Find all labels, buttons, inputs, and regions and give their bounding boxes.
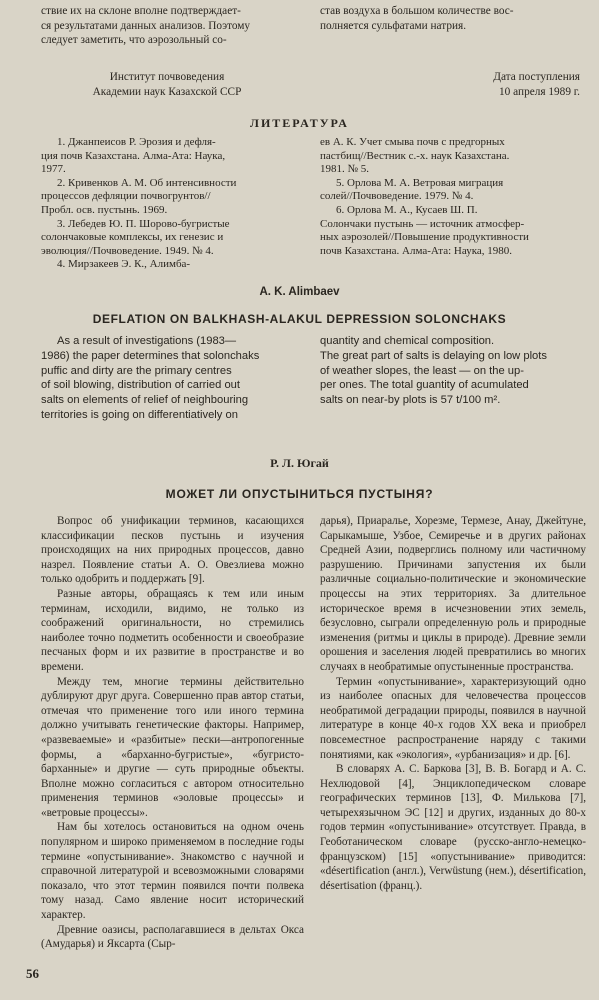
paragraph: Древние оазисы, располагавшиеся в дельтах Окса (Амударья) и Яксарта (Сыр- — [41, 923, 304, 951]
ref-line: солончаковые комплексы, их генезис и — [41, 231, 224, 244]
paragraph: дарья), Приаралье, Хорезме, Термезе, Анау, Джейтуне, Сарыкамыше, Узбое, Семиречье и в других районах Средней Азии, подверглись полному или частичному разрушению. Причинами запустения их были различные социально-политические и экономические процессы на этих территориях. За длительное историческое время в исчезновении этих земель, безусловно, сыграли определенную роль и природные изменения (ритмы и циклы в природе). Древние земли орошения и заселения людей превратились во многих случаях в необратимые опустыненные пространства. — [320, 515, 586, 673]
top-left-line: ся результатами данных анализов. Поэтому — [41, 19, 251, 32]
received-line: 10 апреля 1989 г. — [499, 85, 580, 98]
top-right-text — [320, 4, 582, 33]
ref-line: ция почв Казахстана. Алма-Ата: Наука, — [41, 149, 226, 162]
summary-line: of soil blowing, distribution of carried out — [41, 379, 240, 392]
english-summary-right — [320, 334, 586, 408]
article-left-column — [41, 514, 304, 952]
summary-line: puffic and dirty are the primary centres — [41, 364, 232, 377]
page-number: 56 — [26, 966, 39, 981]
ref-line: Пробл. осв. пустынь. 1969. — [41, 203, 168, 216]
ref-line: 6. Орлова М. А., Кусаев Ш. П. — [336, 203, 478, 216]
english-title: DEFLATION ON BALKHASH-ALAKUL DEPRESSION SOLONCHAKS — [92, 312, 507, 326]
article-author: Р. Л. Югай — [270, 456, 329, 470]
summary-line: per ones. The total guantity of acumulated — [320, 379, 529, 392]
paragraph: Между тем, многие термины действительно дублируют друг друга. Совершенно прав автор статьи, отмечая что применение того или иного термина должно учитывать генетические факторы. Например, «развеваемые» и «разбитые» пески—антропогенные формы, а «барханно-бугристые», «бугристо-барханные» и другие — суть природные объекты. Вполне можно согласиться с автором относительно применения терминов «эоловые процессы» и «ветровые процессы». — [41, 675, 304, 819]
references-left — [41, 136, 306, 272]
institute-line: Академии наук Казахской ССР — [92, 85, 242, 98]
received-line: Дата поступления — [493, 71, 580, 83]
top-left-line: ствие их на склоне вполне подтверждает- — [41, 5, 241, 17]
literature-heading: ЛИТЕРАТУРА — [250, 116, 349, 130]
summary-line: salts on elements of relief of neighbouring — [41, 394, 249, 407]
paragraph: Нам бы хотелось остановиться на одном очень популярном и широко применяемом в последние годы термине «опустынивание». Знакомство с научной и справочной литературой и всевозможными словарями показало, что этот термин появился почти полвека тому назад. Само явление носит исторический характер. — [41, 821, 304, 922]
ref-line: 1981. № 5. — [320, 163, 369, 176]
article-title: МОЖЕТ ЛИ ОПУСТЫНИТЬСЯ ПУСТЫНЯ? — [165, 487, 434, 501]
summary-line: The great part of salts is delaying on low plots — [320, 349, 547, 362]
ref-line: Солончаки пустынь — источник атмосфер- — [320, 217, 525, 230]
summary-line: 1986) the paper determines that solonchaks — [41, 349, 260, 362]
article-right-column — [320, 514, 586, 893]
ref-line: почв Казахстана. Алма-Ата: Наука, 1980. — [320, 244, 513, 257]
english-summary-left — [41, 334, 305, 423]
summary-line: As a result of investigations (1983— — [57, 335, 237, 347]
institute-line: Институт почвоведения — [109, 71, 225, 83]
top-right-line: став воздуха в большом количестве вос- — [320, 5, 514, 17]
ref-line: солей//Почвоведение. 1979. № 4. — [320, 190, 474, 203]
summary-line: of weather slopes, the least — on the up- — [320, 364, 524, 377]
ref-line: 4. Мирзакеев Э. К., Алимба- — [57, 258, 191, 271]
references-right — [320, 136, 585, 258]
ref-line: ев А. К. Учет смыва почв с предгорных — [320, 136, 505, 148]
summary-line: territories is going on differentiatively on — [41, 408, 238, 421]
ref-line: ных аэрозолей//Повышение продуктивности — [320, 231, 529, 244]
summary-line: quantity and chemical composition. — [320, 335, 495, 347]
top-left-line: следует заметить, что аэрозольный со- — [41, 34, 227, 47]
ref-line: пастбищ//Вестник с.-х. наук Казахстана. — [320, 149, 510, 162]
ref-line: 1977. — [41, 163, 66, 176]
english-author: A. K. Alimbaev — [259, 286, 340, 298]
top-left-text — [41, 4, 303, 48]
paragraph: Вопрос об унификации терминов, касающихся классификации песков пустынь и изучения происходящих на них природных процессов, давно назрел. Появление статьи А. О. Овезлиева можно только одобрить и поддержать [9]. — [41, 515, 304, 586]
paragraph: В словарях А. С. Барковa [3], В. В. Богард и А. С. Нехлюдовой [4], Энциклопедическом словаре географических терминов [13], Ф. Милькова [7], четырехязычном ЭС [12] и других, изданных до 80-х годов термин «опустынивание» отсутствует. Правда, в Геоботаническом словаре (русско-англо-немецко-французском) [15] «опустынивание» приводится: «désertification (англ.), Verwüstung (нем.), désertification, désertisation (франц.). — [320, 763, 586, 892]
ref-line: процессов дефляции почвогрунтов// — [41, 190, 211, 203]
top-right-line: полняется сульфатами натрия. — [320, 19, 467, 32]
ref-line: 2. Кривенков А. М. Об интенсивности — [57, 176, 237, 189]
ref-line: 5. Орлова М. А. Ветровая миграция — [336, 176, 504, 189]
summary-line: salts on near-by plots is 57 t/100 m². — [320, 394, 501, 407]
paragraph: Термин «опустынивание», характеризующий одно из наиболее опасных для человечества процессов необратимой деградации природы, появился в научной литературе в конце 40-х годов XX века и приобрел повсеместное распространение наряду с такими понятиями, как «экология», «урбанизация» и др. [6]. — [320, 675, 586, 761]
institute-block — [52, 70, 282, 99]
paragraph: Разные авторы, обращаясь к тем или иным терминам, исходили, видимо, не только из соображений оригинальности, но стремились наиболее точно подметить особенности и своеобразие песчаных форм и их развитие в пространстве и во времени. — [41, 587, 304, 673]
received-date-block — [430, 70, 580, 99]
ref-line: 1. Джанпеисов Р. Эрозия и дефля- — [57, 136, 216, 148]
ref-line: 3. Лебедев Ю. П. Шорово-бугристые — [57, 217, 230, 230]
ref-line: эволюция//Почвоведение. 1949. № 4. — [41, 244, 214, 257]
